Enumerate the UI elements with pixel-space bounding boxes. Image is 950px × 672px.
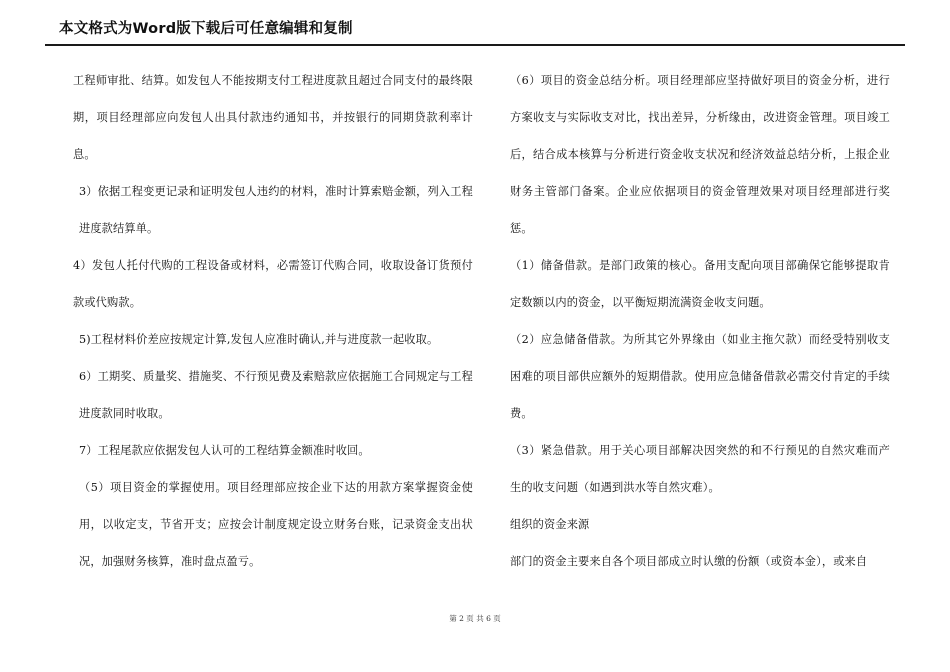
right-paragraph-4: （3）紧急借款。用于关心项目部解决因突然的和不行预见的自然灾难而产生的收支问题（如遇到洪水等自然灾难）。 [510, 444, 890, 494]
left-paragraph-1: 工程师审批、结算。如发包人不能按期支付工程进度款且超过合同支付的最终限期，项目经理部应向发包人出具付款违约通知书，并按银行的同期贷款利率计息。 [73, 74, 473, 161]
left-paragraph-7: （5）项目资金的掌握使用。项目经理部应按企业下达的用款方案掌握资金使用，以收定支，节省开支；应按会计制度规定设立财务台账，记录资金支出状况，加强财务核算，准时盘点盈亏。 [79, 481, 473, 568]
right-paragraph-2: （1）储备借款。是部门政策的核心。备用支配向项目部确保它能够提取肯定数额以内的资金，以平衡短期流满资金收支问题。 [510, 259, 890, 309]
page-number: 第 2 页 共 6 页 [449, 614, 501, 623]
right-column [500, 62, 890, 580]
left-paragraph-5: 6）工期奖、质量奖、措施奖、不行预见费及索赔款应依据施工合同规定与工程进度款同时收取。 [79, 370, 473, 420]
left-paragraph-2: 3）依据工程变更记录和证明发包人违约的材料，准时计算索赔金额，列入工程进度款结算单。 [79, 185, 473, 235]
left-paragraph-3: 4）发包人托付代购的工程设备或材料，必需签订代购合同，收取设备订货预付款或代购款。 [73, 259, 473, 309]
right-paragraph-1: （6）项目的资金总结分析。项目经理部应坚持做好项目的资金分析，进行方案收支与实际收支对比，找出差异，分析缘由，改进资金管理。项目竣工后，结合成本核算与分析进行资金收支状况和经济效益总结分析，上报企业财务主管部门备案。企业应依据项目的资金管理效果对项目经理部进行奖惩。 [510, 74, 890, 235]
right-paragraph-3: （2）应急储备借款。为所其它外界缘由（如业主拖欠款）而经受特别收支困难的项目部供应额外的短期借款。使用应急储备借款必需交付肯定的手续费。 [510, 333, 890, 420]
page-header [45, 18, 905, 46]
left-paragraph-6: 7）工程尾款应依据发包人认可的工程结算金额准时收回。 [79, 444, 370, 457]
section-heading: 组织的资金来源 [510, 518, 590, 531]
header-title: 本文格式为Word版下载后可任意编辑和复制 [59, 21, 353, 37]
left-column [73, 62, 473, 580]
left-paragraph-4: 5)工程材料价差应按规定计算,发包人应准时确认,并与进度款一起收取。 [79, 333, 439, 346]
right-paragraph-5: 部门的资金主要来自各个项目部成立时认缴的份额（或资本金），或来自 [510, 555, 868, 568]
